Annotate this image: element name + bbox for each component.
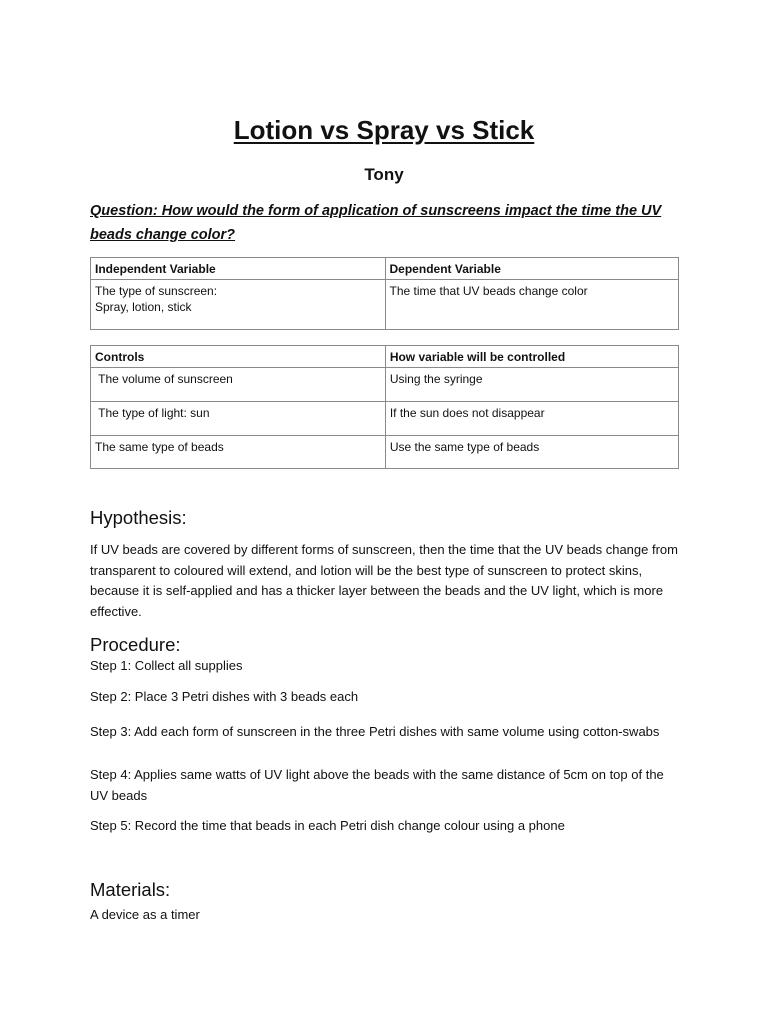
procedure-step: Step 1: Collect all supplies <box>90 658 243 673</box>
independent-variable-line: Spray, lotion, stick <box>95 300 192 314</box>
independent-variable-cell <box>91 280 386 330</box>
header-independent-variable: Independent Variable <box>91 258 386 280</box>
table-header-row <box>91 258 679 280</box>
materials-item: A device as a timer <box>90 907 200 922</box>
document-title: Lotion vs Spray vs Stick <box>233 115 535 145</box>
control-cell: The volume of sunscreen <box>91 368 386 402</box>
controls-table <box>90 345 679 469</box>
header-controls: Controls <box>91 346 386 368</box>
independent-variable-line: The type of sunscreen: <box>95 284 218 298</box>
control-cell: The same type of beads <box>91 436 386 469</box>
dependent-variable-cell: The time that UV beads change color <box>385 280 678 330</box>
procedure-step: Step 4: Applies same watts of UV light above the beads with the same distance of 5cm on top of the UV beads <box>90 767 664 803</box>
hypothesis-heading: Hypothesis: <box>90 507 187 528</box>
method-cell: Use the same type of beads <box>385 436 678 469</box>
procedure-step: Step 3: Add each form of sunscreen in the three Petri dishes with same volume using cotton-swabs <box>90 724 660 739</box>
table-row <box>91 368 679 402</box>
research-question: Question: How would the form of application of sunscreens impact the time the UV beads change color? <box>90 203 662 243</box>
header-dependent-variable: Dependent Variable <box>385 258 678 280</box>
method-cell: If the sun does not disappear <box>385 402 678 436</box>
table-row <box>91 402 679 436</box>
procedure-step: Step 5: Record the time that beads in each Petri dish change colour using a phone <box>90 818 565 833</box>
materials-heading: Materials: <box>90 879 171 900</box>
table-header-row <box>91 346 679 368</box>
table-row <box>91 280 679 330</box>
table-row <box>91 436 679 469</box>
hypothesis-text: If UV beads are covered by different forms of sunscreen, then the time that the UV beads change from transparent to coloured will extend, and lotion will be the best type of sunscreen to protect skins, because it is self-applied and has a thicker layer between the beads and the UV light, which is more effective. <box>90 542 678 619</box>
method-cell: Using the syringe <box>385 368 678 402</box>
variables-table <box>90 257 679 330</box>
procedure-step: Step 2: Place 3 Petri dishes with 3 beads each <box>90 689 359 704</box>
procedure-heading: Procedure: <box>90 634 181 655</box>
header-how-controlled: How variable will be controlled <box>385 346 678 368</box>
author-name: Tony <box>364 165 404 184</box>
control-cell: The type of light: sun <box>91 402 386 436</box>
